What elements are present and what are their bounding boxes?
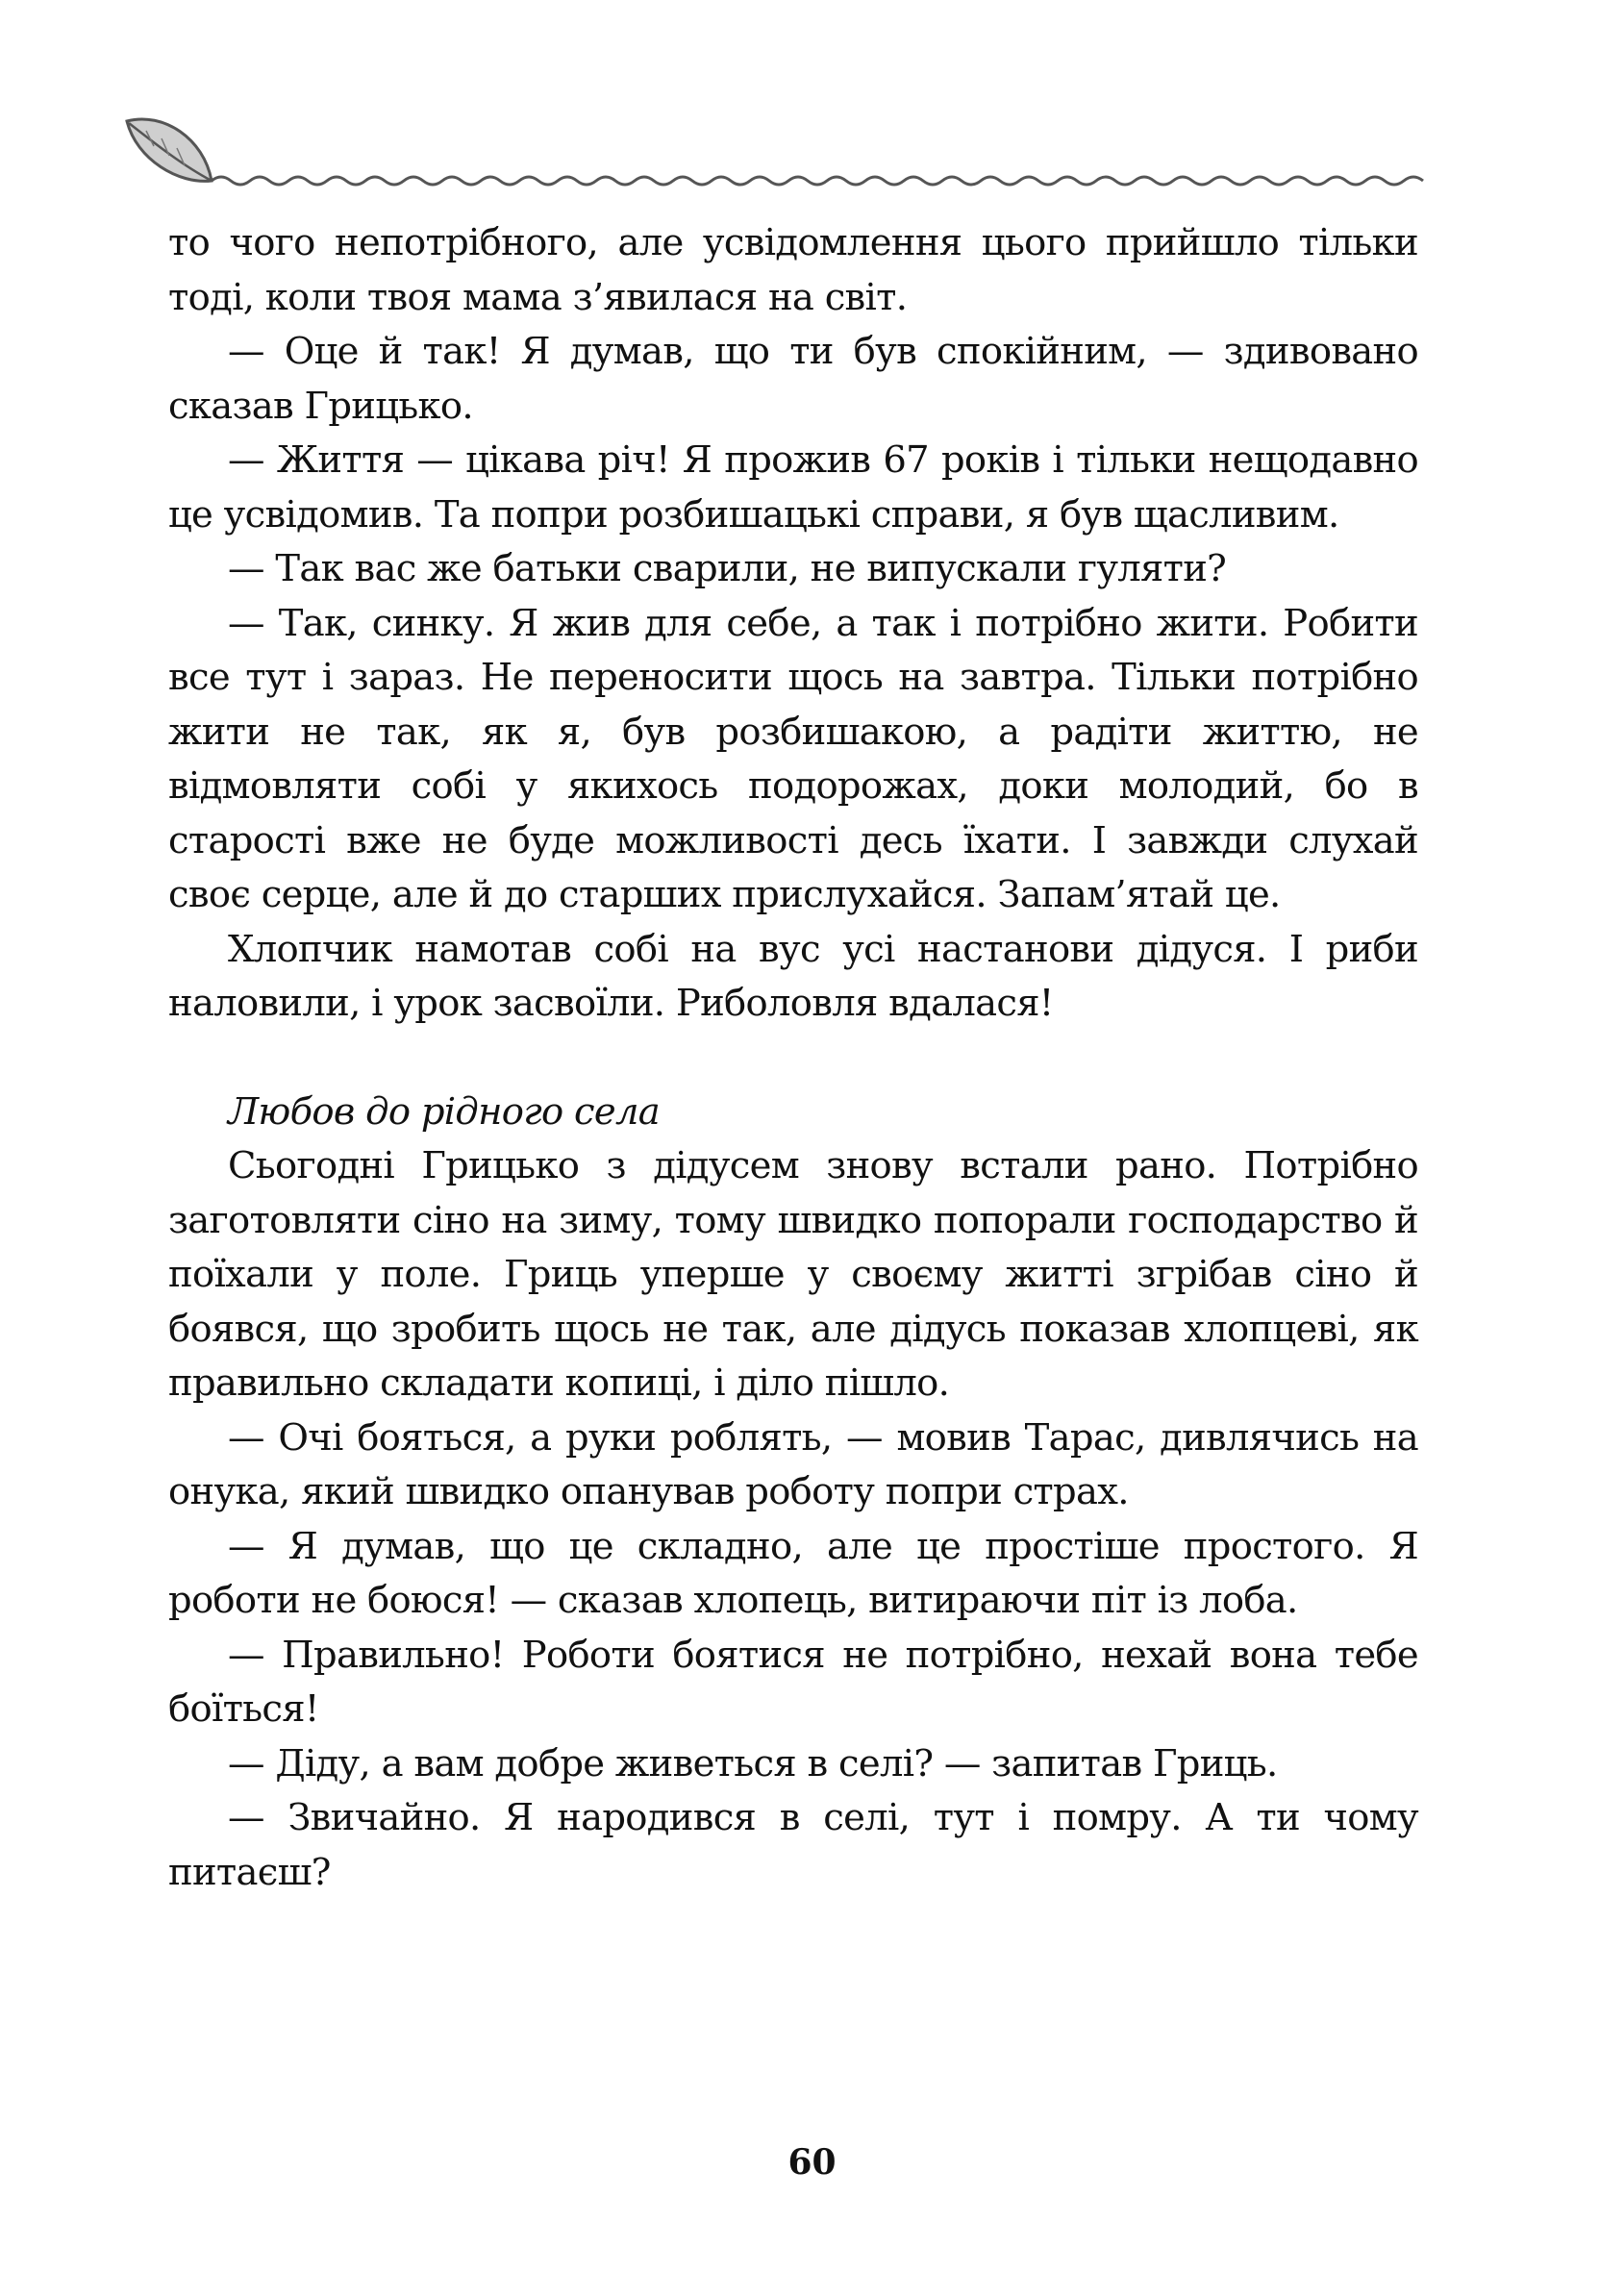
paragraph: — Звичайно. Я народився в селі, тут і помру. А ти чому питаєш? [168,1796,1418,1894]
paragraph: — Очі бояться, а руки роблять, — мовив Тарас, дивлячись на онука, який швидко опанував роботу попри страх. [168,1415,1418,1513]
paragraph: — Так вас же батьки сварили, не випускали гуляти? [228,547,1227,590]
paragraph: — Правильно! Роботи боятися не потрібно, нехай вона тебе боїться! [168,1633,1418,1731]
paragraph: — Оце й так! Я думав, що ти був спокійним, — здивовано сказав Грицько. [168,330,1418,428]
paragraph: Сьогодні Грицько з дідусем знову встали рано. Потрібно заготовляти сіно на зиму, тому швидко попорали господарство й поїхали у поле. Гриць уперше у своєму житті згрібав сіно й боявся, що зробить щось не так, але дідусь показав хлопцеві, як правильно складати копиці, і діло пішло. [168,1144,1418,1405]
paragraph: — Життя — цікава річ! Я прожив 67 років і тільки нещодавно це усвідомив. Та попри розбишацькі справи, я був щасливим. [168,438,1418,537]
body-text [168,216,1418,1900]
section-heading: Любов до рідного села [228,1089,661,1134]
paragraph: — Я думав, що це складно, але це простіше простого. Я роботи не боюся! — сказав хлопець, витираючи піт із лоба. [168,1524,1418,1622]
paragraph: Хлопчик намотав собі на вус усі настанови дідуся. І риби наловили, і урок засвоїли. Риболовля вдалася! [168,927,1418,1025]
paragraph: — Діду, а вам добре живеться в селі? — запитав Гриць. [228,1741,1278,1785]
page-number: 60 [787,2142,837,2183]
paragraph: — Так, синку. Я жив для себе, а так і потрібно жити. Робити все тут і зараз. Не переносити щось на завтра. Тільки потрібно жити не так, як я, був розбишакою, а радіти життю, не відмовляти собі у якихось подорожах, доки молодий, бо в старості вже не буде можливості десь їхати. І завжди слухай своє серце, але й до старших прислухайся. Запам’ятай це. [168,601,1418,916]
leaf-wave-icon [115,106,1433,202]
paragraph: то чого непотрібного, але усвідомлення цього прийшло тільки тоді, коли твоя мама з’явилася на світ. [168,221,1418,319]
